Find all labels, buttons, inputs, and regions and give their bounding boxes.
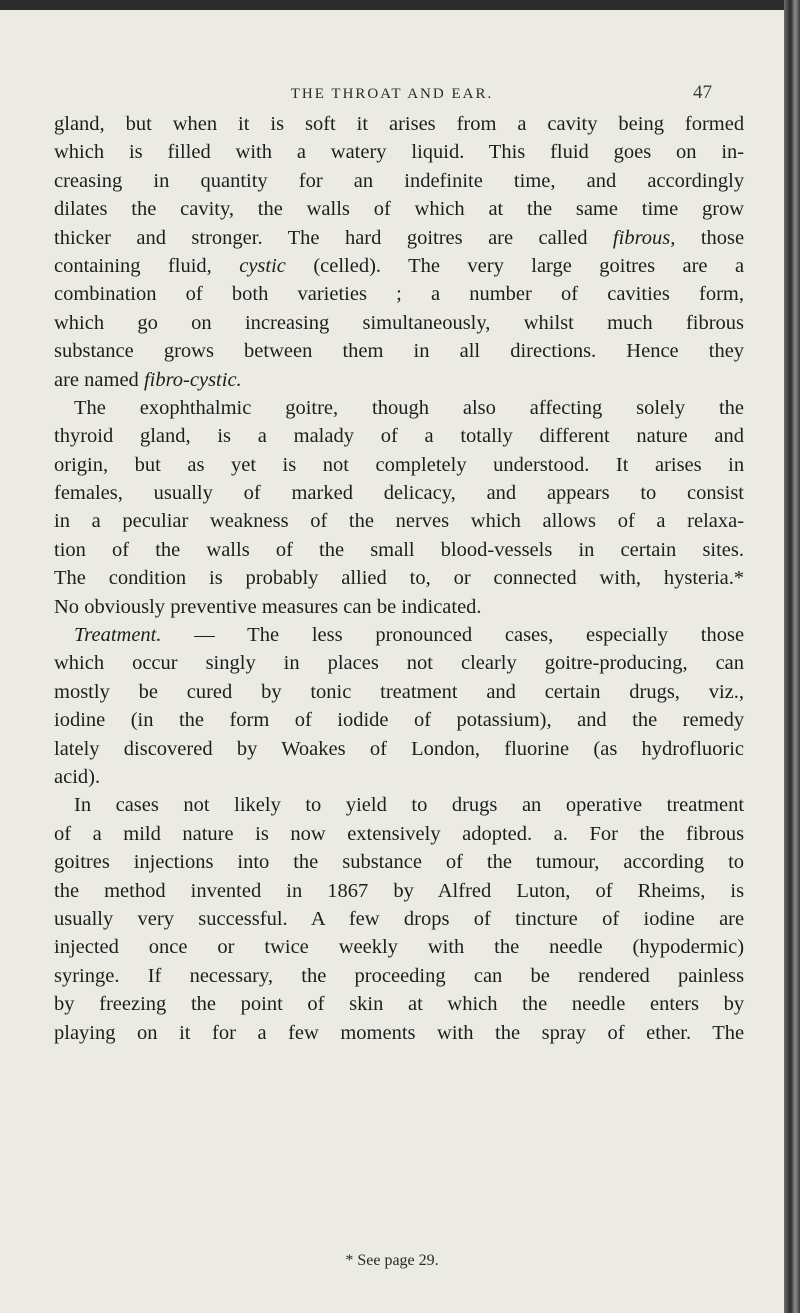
text-line: Treatment. — The less pronounced cases, especially those: [74, 624, 745, 647]
text-line: females, usually of marked delicacy, and appears to consist: [54, 482, 744, 505]
text-line: which occur singly in places not clearly goitre-producing, can: [54, 652, 745, 675]
right-scan-edge: [784, 0, 800, 1313]
text-line: gland, but when it is soft it arises from a cavity being formed: [54, 113, 745, 135]
text-line: containing fluid, cystic (celled). The very large goitres are a: [54, 254, 745, 277]
text-line: by freezing the point of skin at which the needle enters by: [54, 993, 745, 1016]
text-line: which go on increasing simultaneously, whilst much fibrous: [54, 311, 745, 334]
text-line: acid).: [54, 765, 101, 788]
text-line: thyroid gland, is a malady of a totally different nature and: [54, 425, 744, 448]
text-line: are named fibro-cystic.: [54, 368, 242, 391]
text-line: origin, but as yet is not completely understood. It arises in: [54, 453, 745, 476]
text-line: lately discovered by Woakes of London, fluorine (as hydrofluoric: [54, 737, 745, 760]
body-text: [54, 110, 744, 1047]
text-line: creasing in quantity for an indefinite time, and accordingly: [54, 169, 745, 192]
footnote: * See page 29.: [345, 1252, 439, 1269]
text-line: substance grows between them in all directions. Hence they: [54, 340, 745, 363]
text-line: mostly be cured by tonic treatment and certain drugs, viz.,: [54, 680, 745, 703]
text-line: dilates the cavity, the walls of which at the same time grow: [54, 198, 745, 221]
text-line: tion of the walls of the small blood-vessels in certain sites.: [54, 538, 745, 561]
text-line: The condition is probably allied to, or connected with, hysteria.*: [54, 567, 745, 590]
text-line: in a peculiar weakness of the nerves which allows of a relaxa-: [54, 510, 745, 533]
running-head: THE THROAT AND EAR.: [290, 86, 494, 102]
text-line: combination of both varieties ; a number of cavities form,: [54, 283, 744, 306]
text-line: of a mild nature is now extensively adopted. a. For the fibrous: [54, 822, 745, 845]
page-number: 47: [693, 82, 712, 103]
text-line: The exophthalmic goitre, though also affecting solely the: [74, 396, 745, 419]
text-line: injected once or twice weekly with the needle (hypodermic): [54, 936, 745, 959]
text-line: thicker and stronger. The hard goitres are called fibrous, those: [54, 226, 745, 249]
text-line: syringe. If necessary, the proceeding can be rendered painless: [54, 964, 745, 987]
text-line: which is filled with a watery liquid. This fluid goes on in-: [54, 141, 745, 164]
text-line: In cases not likely to yield to drugs an operative treatment: [74, 794, 745, 817]
text-line: playing on it for a few moments with the spray of ether. The: [54, 1021, 745, 1044]
text-line: goitres injections into the substance of the tumour, according to: [54, 851, 745, 874]
text-line: No obviously preventive measures can be indicated.: [54, 595, 482, 618]
text-line: the method invented in 1867 by Alfred Luton, of Rheims, is: [54, 879, 745, 902]
text-line: iodine (in the form of iodide of potassium), and the remedy: [54, 709, 745, 732]
text-line: usually very successful. A few drops of tincture of iodine are: [54, 907, 745, 930]
